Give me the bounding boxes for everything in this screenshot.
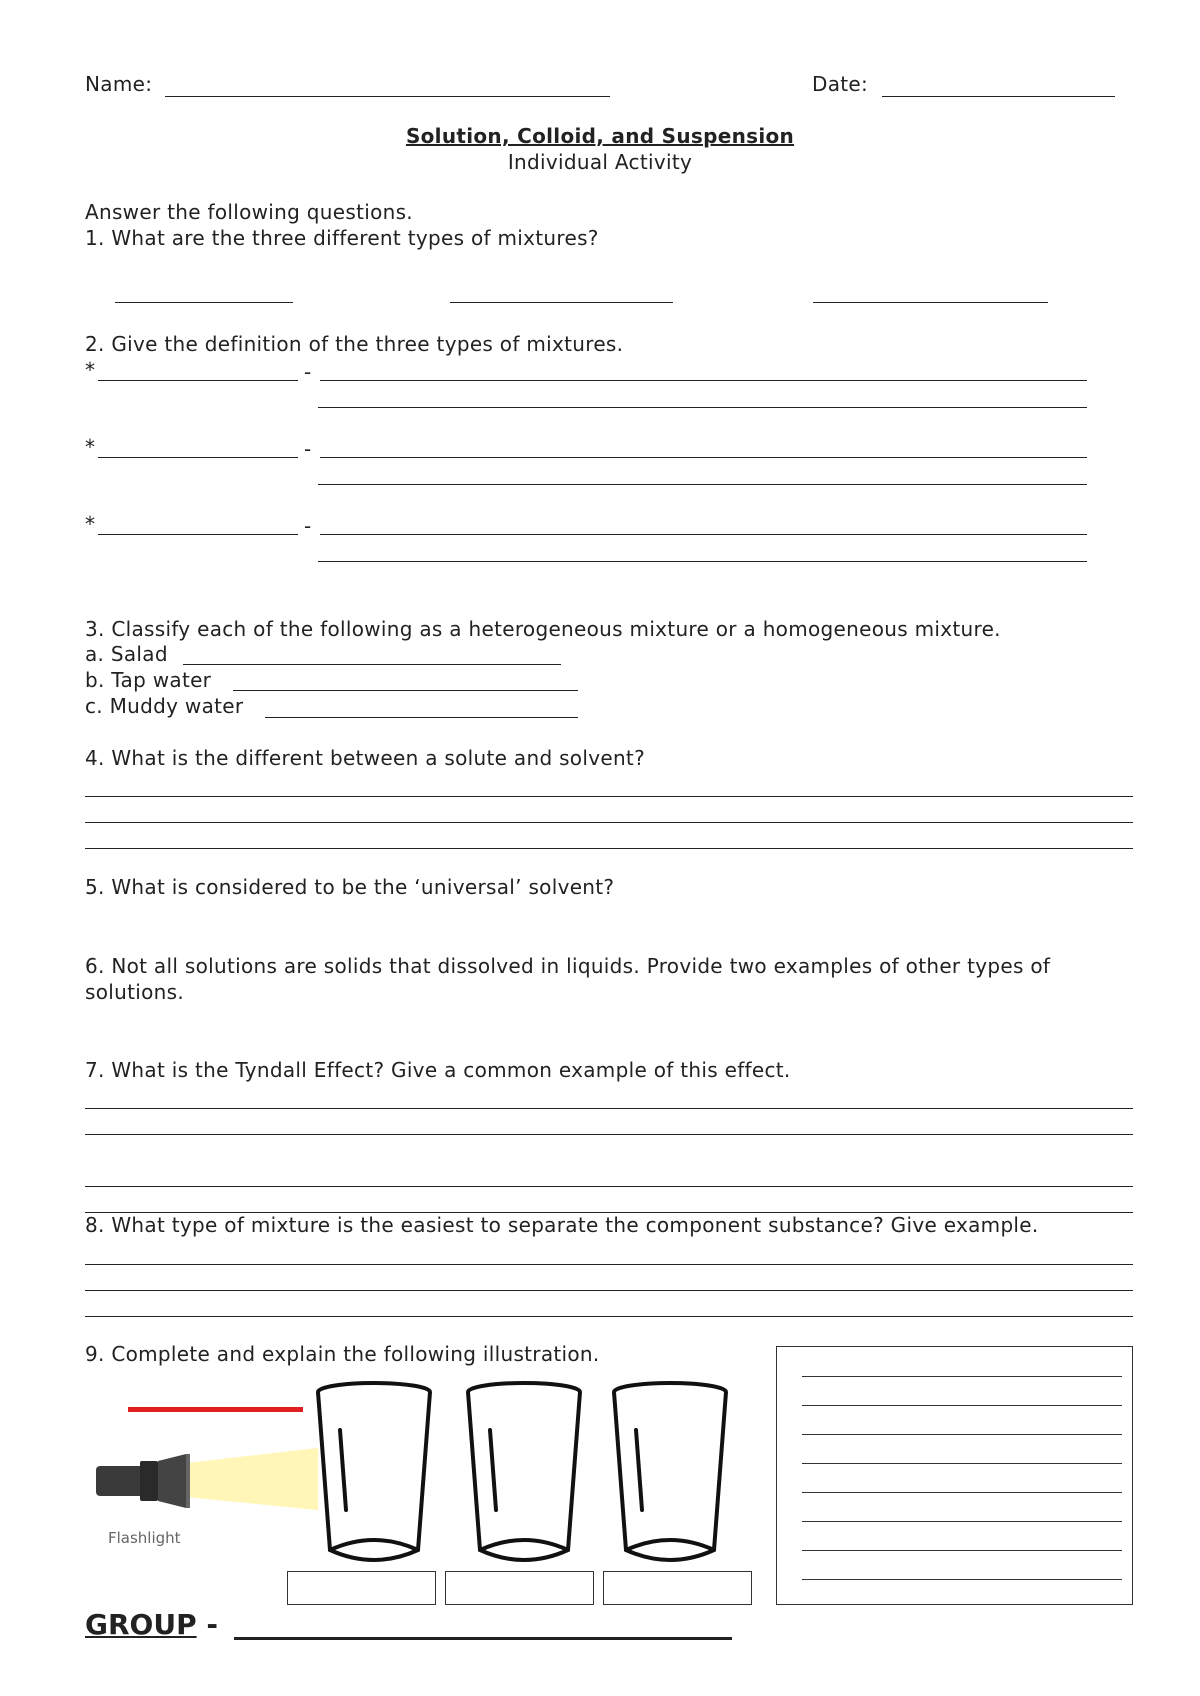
light-beam [186,1448,318,1510]
explanation-line-8 [802,1579,1122,1580]
explanation-line-5 [802,1492,1122,1493]
glass-1-icon [318,1383,430,1560]
question-9: 9. Complete and explain the following illustration. [85,1342,600,1366]
explanation-line-3 [802,1434,1122,1435]
def-2-dash: - [304,437,312,461]
q3-item-a: a. Salad [85,642,168,666]
q8-answer-line-1[interactable] [85,1264,1133,1265]
glass-2-answer-box[interactable] [445,1571,594,1605]
def-2-line-1[interactable] [320,457,1087,458]
def-3-bullet: * [85,512,96,536]
date-field-line[interactable] [882,96,1115,97]
question-6-line-2: solutions. [85,980,184,1004]
question-3: 3. Classify each of the following as a heterogeneous mixture or a homogeneous mixture. [85,617,1001,641]
glass-3-answer-box[interactable] [603,1571,752,1605]
q4-answer-line-1[interactable] [85,796,1133,797]
def-3-line-1[interactable] [320,534,1087,535]
page-title: Solution, Colloid, and Suspension [405,124,795,148]
explanation-box[interactable] [776,1346,1133,1605]
q1-answer-line-2[interactable] [450,302,673,303]
group-label [85,1608,218,1642]
question-5: 5. What is considered to be the ‘universal’ solvent? [85,875,615,899]
date-label: Date: [812,72,869,96]
q1-answer-line-1[interactable] [115,302,293,303]
glass-2-icon [468,1383,580,1560]
def-3-dash: - [304,514,312,538]
explanation-line-7 [802,1550,1122,1551]
name-field-line[interactable] [165,96,610,97]
def-1-bullet: * [85,358,96,382]
def-1-line-1[interactable] [320,380,1087,381]
explanation-line-2 [802,1405,1122,1406]
glass-3-icon [614,1383,726,1560]
q3-item-b-line[interactable] [233,690,578,691]
q3-item-c: c. Muddy water [85,694,244,718]
q4-answer-line-3[interactable] [85,848,1133,849]
question-6-line-1: 6. Not all solutions are solids that dissolved in liquids. Provide two examples of other types of [85,954,1051,978]
page-subtitle: Individual Activity [507,150,693,174]
flashlight-label: Flashlight [108,1529,181,1547]
def-3-line-2[interactable] [318,561,1087,562]
q7-answer-line-2[interactable] [85,1134,1133,1135]
question-7: 7. What is the Tyndall Effect? Give a common example of this effect. [85,1058,791,1082]
def-1-term-line[interactable] [98,380,298,381]
q3-item-a-line[interactable] [183,664,561,665]
instructions: Answer the following questions. [85,200,413,224]
group-label-text: GROUP [85,1608,197,1641]
q8-answer-line-2[interactable] [85,1290,1133,1291]
q1-answer-line-3[interactable] [813,302,1048,303]
question-8: 8. What type of mixture is the easiest to separate the component substance? Give example. [85,1213,1039,1237]
def-2-term-line[interactable] [98,457,298,458]
q4-answer-line-2[interactable] [85,822,1133,823]
explanation-line-4 [802,1463,1122,1464]
def-2-line-2[interactable] [318,484,1087,485]
q7-answer-line-1[interactable] [85,1108,1133,1109]
q3-item-b: b. Tap water [85,668,212,692]
q3-item-c-line[interactable] [265,717,578,718]
q7-answer-line-3[interactable] [85,1186,1133,1187]
explanation-line-1 [802,1376,1122,1377]
def-1-dash: - [304,360,312,384]
question-2: 2. Give the definition of the three types of mixtures. [85,332,624,356]
glass-1-answer-box[interactable] [287,1571,436,1605]
q8-answer-line-3[interactable] [85,1316,1133,1317]
question-1: 1. What are the three different types of mixtures? [85,226,599,250]
def-2-bullet: * [85,435,96,459]
group-dash: - [196,1608,218,1641]
group-field-line[interactable] [234,1637,732,1640]
def-3-term-line[interactable] [98,534,298,535]
name-label: Name: [85,72,153,96]
flashlight-icon [96,1454,190,1508]
question-4: 4. What is the different between a solute and solvent? [85,746,645,770]
def-1-line-2[interactable] [318,407,1087,408]
explanation-line-6 [802,1521,1122,1522]
red-label-line [128,1407,303,1412]
